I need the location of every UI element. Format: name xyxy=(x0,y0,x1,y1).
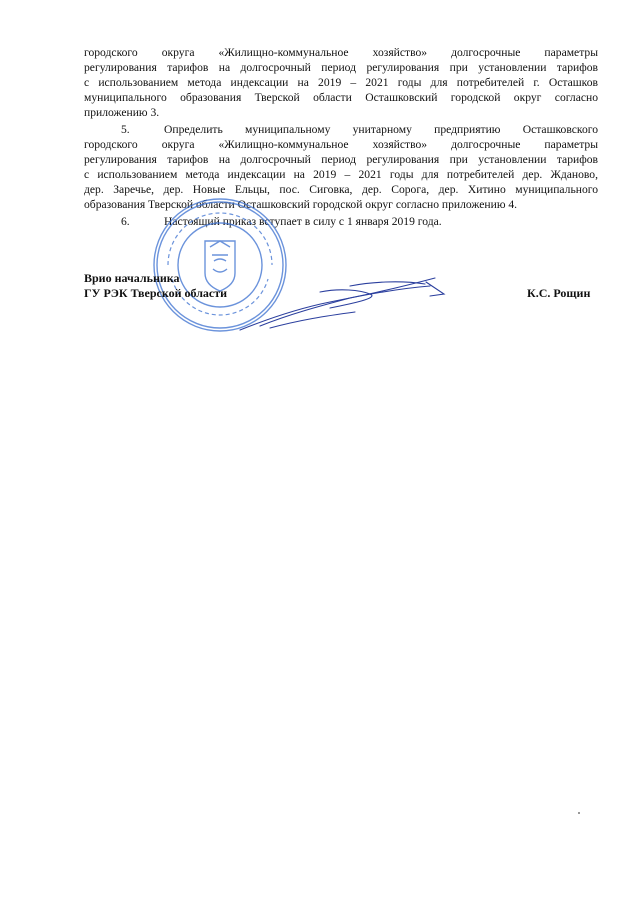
signatory-name: К.С. Рощин xyxy=(527,286,591,300)
paragraph-line: городского округа «Жилищно-коммунальное хозяйство» долгосрочные параметры xyxy=(84,138,598,151)
paragraph-line: регулирования тарифов на долгосрочный период регулирования при установлении тарифов xyxy=(84,153,598,166)
signatory-position: Врио начальника xyxy=(84,271,180,285)
paragraph-line: образования Тверской области Осташковский городской округ согласно приложению 4. xyxy=(84,198,518,211)
signatory-organization: ГУ РЭК Тверской области xyxy=(84,286,228,300)
paragraph-line: Определить муниципальному унитарному предприятию Осташковского xyxy=(164,123,598,136)
paragraph-line: городского округа «Жилищно-коммунальное хозяйство» долгосрочные параметры xyxy=(84,46,598,59)
item-number: 5. xyxy=(121,123,130,136)
paragraph-line: дер. Заречье, дер. Новые Ельцы, пос. Сиговка, дер. Сорога, дер. Хитино муниципального xyxy=(84,183,598,196)
paragraph-line: с использованием метода индексации на 2019 – 2021 годы для потребителей г. Осташков xyxy=(84,76,598,89)
paragraph-line: приложению 3. xyxy=(84,106,160,119)
paragraph-line: муниципального образования Тверской области Осташковский городской округ согласно xyxy=(84,91,598,104)
handwritten-signature xyxy=(230,268,460,338)
paragraph-line: регулирования тарифов на долгосрочный период регулирования при установлении тарифов xyxy=(84,61,598,74)
paragraph-line: с использованием метода индексации на 2019 – 2021 годы для потребителей дер. Жданово, xyxy=(84,168,598,181)
scan-speck xyxy=(578,812,580,814)
item-number: 6. xyxy=(121,215,130,228)
paragraph-line: Настоящий приказ вступает в силу с 1 января 2019 года. xyxy=(164,215,442,228)
